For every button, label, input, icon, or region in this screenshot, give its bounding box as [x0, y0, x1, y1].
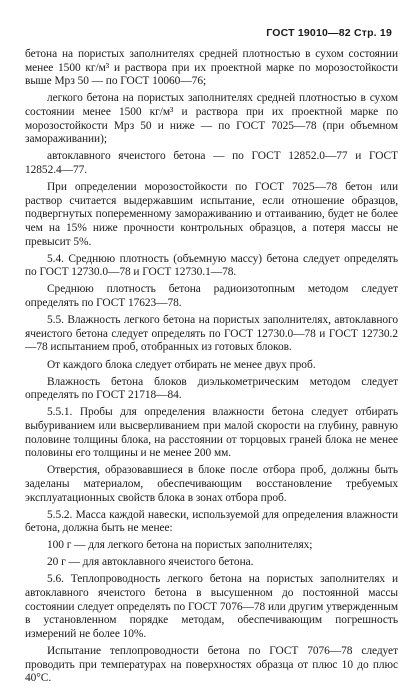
paragraph: Отверстия, образовавшиеся в блоке после отбора проб, должны быть заделаны материалом, обеспечивающим восстановление требуемых эксплуатационных свойств блока в зонах отбора проб.	[25, 464, 398, 504]
paragraph: 20 г — для автоклавного ячеистого бетона.	[47, 556, 254, 569]
paragraph: автоклавного ячеистого бетона — по ГОСТ 12852.0—77 и ГОСТ 12852.4—77.	[25, 150, 398, 177]
running-header	[266, 27, 392, 39]
paragraph: 5.5. Влажность легкого бетона на пористых заполнителях, автоклавного ячеистого бетона следует определять по ГОСТ 12730.0—78 и ГОСТ 12730.2—78 испытанием проб, отобранных из готовых блоков.	[25, 314, 398, 354]
body-text	[25, 48, 398, 689]
paragraph: 5.5.1. Пробы для определения влажности бетона следует отбирать выбуриванием или высверливанием при малой скорости на глубину, равную половине толщины блока, на расстоянии от торцовых граней блока не менее половины его толщины и не менее 200 мм.	[25, 406, 398, 460]
paragraph: бетона на пористых заполнителях средней плотностью в сухом состоянии менее 1500 кг/м³ и раствора при их проектной марке по морозостойкости выше Мрз 50 — по ГОСТ 10060—76;	[25, 48, 398, 88]
paragraph: 5.6. Теплопроводность легкого бетона на пористых заполнителях и автоклавного ячеистого бетона в высушенном до постоянной массы состоянии следует определять по ГОСТ 7076—78 или другим утвержденным в установленном порядке методам, обеспечивающим погрешность измерений не более 10%.	[25, 573, 398, 641]
page-label: Стр. 19	[353, 27, 392, 39]
paragraph: легкого бетона на пористых заполнителях средней плотностью в сухом состоянии менее 1500 кг/м³ и раствора при их проектной марке по морозостойкости Мрз 50 и ниже — по ГОСТ 7025—78 (при объемном замораживании);	[25, 92, 398, 146]
paragraph: Среднюю плотность бетона радиоизотопным методом следует определять по ГОСТ 17623—78.	[25, 283, 398, 310]
paragraph: 5.5.2. Масса каждой навески, используемой для определения влажности бетона, должна быть не менее:	[25, 508, 398, 535]
paragraph: 5.4. Среднюю плотность (объемную массу) бетона следует определять по ГОСТ 12730.0—78 и ГОСТ 12730.1—78.	[25, 252, 398, 279]
paragraph: От каждого блока следует отбирать не менее двух проб.	[47, 358, 316, 371]
paragraph: Влажность бетона блоков диэлькометрическим методом следует определять по ГОСТ 21718—84.	[25, 375, 398, 402]
paragraph: 100 г — для легкого бетона на пористых заполнителях;	[47, 539, 313, 552]
standard-number: ГОСТ 19010—82	[266, 27, 351, 39]
paragraph: Испытание теплопроводности бетона по ГОСТ 7076—78 следует проводить при температурах на поверхностях образца от плюс 10 до плюс 40°С.	[25, 645, 398, 685]
paragraph: При определении морозостойкости по ГОСТ 7025—78 бетон или раствор считается выдержавшим испытание, если отношение образцов, подвергнутых попеременному замораживанию и оттаиванию, будет не более чем на 15% ниже прочности контрольных образцов, а потеря массы не превысит 5%.	[25, 181, 398, 248]
